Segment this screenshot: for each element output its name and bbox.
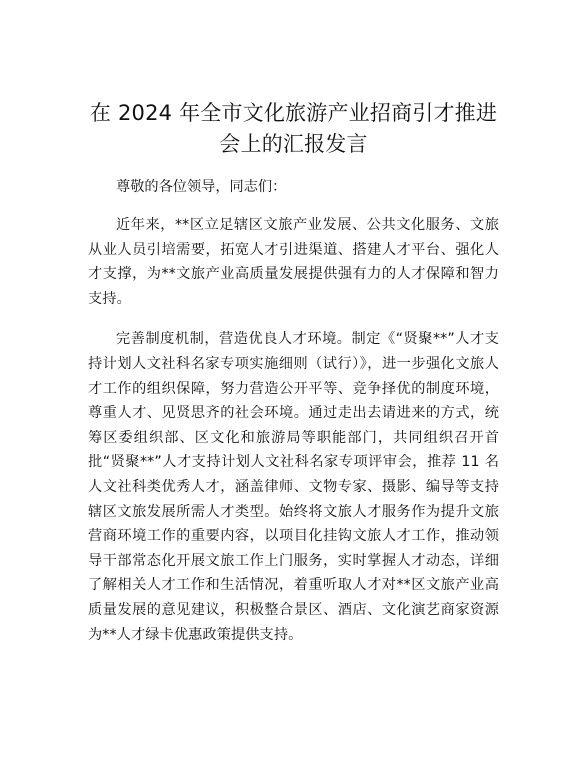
paragraph-intro: 近年来，**区立足辖区文旅产业发展、公共文化服务、文旅从业人员引培需要，拓宽人才引进渠道、搭建人才平台、强化人才支撑，为**文旅产业高质量发展提供强有力的人才保障和智力支持。 [88, 217, 499, 307]
paragraph-institutional-mechanism: 完善制度机制，营造优良人才环境。制定《“贤聚**”人才支持计划人文社科名家专项实施细则（试行）》，进一步强化文旅人才工作的组织保障，努力营造公开平等、竞争择优的制度环境，尊重人才、见贤思齐的社会环境。通过走出去请进来的方式，统筹区委组织部、区文化和旅游局等职能部门，共同组织召开首批“贤聚**”人才支持计划人文社科名家专项评审会，推荐 11 名人文社科类优秀人才，涵盖律师、文物专家、摄影、编导等支持辖区文旅发展所需人才类型。始终将文旅人才服务作为提升文旅营商环境工作的重要内容，以项目化挂钩文旅人才工作，推动领导干部常态化开展文旅工作上门服务，实时掌握人才动态，详细了解相关人才工作和生活情况，着重听取人才对**区文旅产业高质量发展的意见建议，积极整合景区、酒店、文化演艺商家资源为**人才绿卡优惠政策提供支持。 [88, 331, 499, 643]
salutation: 尊敬的各位领导，同志们： [116, 179, 287, 195]
document-title: 在 2024 年全市文化旅游产业招商引才推进会上的汇报发言 [89, 101, 498, 156]
